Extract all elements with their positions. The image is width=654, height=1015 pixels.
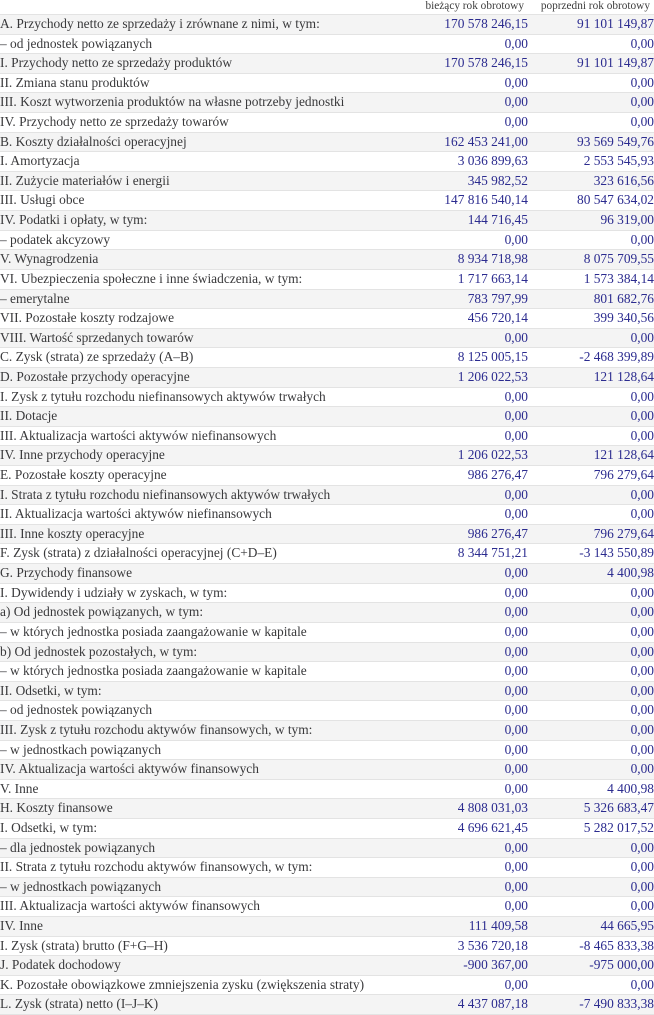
table-row — [0, 564, 654, 584]
table-row — [0, 505, 654, 525]
row-value-previous-year: 0,00 — [528, 877, 654, 897]
row-label: – w jednostkach powiązanych — [0, 877, 380, 897]
row-label: F. Zysk (strata) z działalności operacyjnej (C+D–E) — [0, 544, 380, 564]
row-label: II. Odsetki, w tym: — [0, 681, 380, 701]
row-value-current-year: 986 276,47 — [380, 524, 528, 544]
table-row — [0, 309, 654, 329]
row-value-previous-year: 8 075 709,55 — [528, 250, 654, 270]
table-row — [0, 936, 654, 956]
table-row — [0, 15, 654, 35]
row-label: – dla jednostek powiązanych — [0, 838, 380, 858]
row-value-current-year: 162 453 241,00 — [380, 132, 528, 152]
table-row — [0, 250, 654, 270]
table-row — [0, 740, 654, 760]
row-label: H. Koszty finansowe — [0, 799, 380, 819]
row-label: V. Inne — [0, 779, 380, 799]
row-value-current-year: 0,00 — [380, 505, 528, 525]
row-label: L. Zysk (strata) netto (I–J–K) — [0, 995, 380, 1015]
table-row — [0, 152, 654, 172]
row-label: I. Odsetki, w tym: — [0, 818, 380, 838]
table-row — [0, 544, 654, 564]
row-label: I. Zysk z tytułu rozchodu niefinansowych aktywów trwałych — [0, 387, 380, 407]
row-value-current-year: 0,00 — [380, 779, 528, 799]
row-value-current-year: 3 036 899,63 — [380, 152, 528, 172]
row-label: IV. Podatki i opłaty, w tym: — [0, 211, 380, 231]
table-row — [0, 524, 654, 544]
row-value-current-year: 0,00 — [380, 838, 528, 858]
row-value-current-year: 0,00 — [380, 564, 528, 584]
row-value-previous-year: 0,00 — [528, 505, 654, 525]
row-value-previous-year: 0,00 — [528, 662, 654, 682]
row-label: I. Zysk (strata) brutto (F+G–H) — [0, 936, 380, 956]
table-row — [0, 132, 654, 152]
row-value-previous-year: 796 279,64 — [528, 466, 654, 486]
row-label: – emerytalne — [0, 289, 380, 309]
row-label: I. Amortyzacja — [0, 152, 380, 172]
table-row — [0, 975, 654, 995]
row-value-current-year: 170 578 246,15 — [380, 54, 528, 74]
table-row — [0, 838, 654, 858]
row-value-previous-year: 0,00 — [528, 681, 654, 701]
row-value-current-year: 0,00 — [380, 407, 528, 427]
table-row — [0, 799, 654, 819]
table-row — [0, 54, 654, 74]
column-header-previous-year: poprzedni rok obrotowy — [540, 0, 650, 12]
row-label: VII. Pozostałe koszty rodzajowe — [0, 309, 380, 329]
row-value-current-year: 0,00 — [380, 897, 528, 917]
row-label: I. Przychody netto ze sprzedaży produktów — [0, 54, 380, 74]
row-value-current-year: 0,00 — [380, 583, 528, 603]
row-value-current-year: 0,00 — [380, 93, 528, 113]
row-value-current-year: 8 344 751,21 — [380, 544, 528, 564]
row-value-current-year: 147 816 540,14 — [380, 191, 528, 211]
row-value-previous-year: 0,00 — [528, 34, 654, 54]
row-value-previous-year: 0,00 — [528, 328, 654, 348]
table-row — [0, 995, 654, 1015]
row-value-current-year: 1 717 663,14 — [380, 269, 528, 289]
row-value-current-year: 8 125 005,15 — [380, 348, 528, 368]
row-value-current-year: 144 716,45 — [380, 211, 528, 231]
row-value-current-year: 1 206 022,53 — [380, 446, 528, 466]
row-label: – w których jednostka posiada zaangażowanie w kapitale — [0, 662, 380, 682]
row-label: IV. Inne — [0, 917, 380, 937]
row-value-previous-year: 121 128,64 — [528, 446, 654, 466]
row-label: C. Zysk (strata) ze sprzedaży (A–B) — [0, 348, 380, 368]
row-label: III. Koszt wytworzenia produktów na własne potrzeby jednostki — [0, 93, 380, 113]
row-value-previous-year: 0,00 — [528, 642, 654, 662]
row-value-current-year: 0,00 — [380, 701, 528, 721]
row-value-previous-year: 0,00 — [528, 387, 654, 407]
row-value-previous-year: 0,00 — [528, 603, 654, 623]
row-label: a) Od jednostek powiązanych, w tym: — [0, 603, 380, 623]
table-row — [0, 34, 654, 54]
row-label: IV. Aktualizacja wartości aktywów finansowych — [0, 760, 380, 780]
table-row — [0, 622, 654, 642]
row-value-current-year: 0,00 — [380, 426, 528, 446]
header-row — [0, 0, 654, 15]
row-value-previous-year: 93 569 549,76 — [528, 132, 654, 152]
row-value-current-year: 0,00 — [380, 485, 528, 505]
row-label: IV. Inne przychody operacyjne — [0, 446, 380, 466]
row-label: IV. Przychody netto ze sprzedaży towarów — [0, 113, 380, 133]
table-row — [0, 466, 654, 486]
table-row — [0, 858, 654, 878]
row-value-previous-year: 0,00 — [528, 701, 654, 721]
row-value-previous-year: 0,00 — [528, 230, 654, 250]
table-row — [0, 662, 654, 682]
row-label: VI. Ubezpieczenia społeczne i inne świadczenia, w tym: — [0, 269, 380, 289]
table-row — [0, 387, 654, 407]
row-value-current-year: 0,00 — [380, 73, 528, 93]
row-value-current-year: 0,00 — [380, 877, 528, 897]
table-row — [0, 348, 654, 368]
row-label: III. Zysk z tytułu rozchodu aktywów finansowych, w tym: — [0, 720, 380, 740]
row-value-previous-year: 801 682,76 — [528, 289, 654, 309]
table-row — [0, 73, 654, 93]
row-value-previous-year: 44 665,95 — [528, 917, 654, 937]
row-label: – od jednostek powiązanych — [0, 701, 380, 721]
row-label: I. Strata z tytułu rozchodu niefinansowych aktywów trwałych — [0, 485, 380, 505]
row-value-current-year: 0,00 — [380, 113, 528, 133]
table-row — [0, 818, 654, 838]
column-header-current-year: bieżący rok obrotowy — [425, 0, 524, 12]
table-row — [0, 407, 654, 427]
row-label: II. Strata z tytułu rozchodu aktywów finansowych, w tym: — [0, 858, 380, 878]
row-value-current-year: 4 696 621,45 — [380, 818, 528, 838]
row-value-previous-year: 0,00 — [528, 622, 654, 642]
row-label: III. Aktualizacja wartości aktywów niefinansowych — [0, 426, 380, 446]
row-value-current-year: 0,00 — [380, 642, 528, 662]
row-label: – w których jednostka posiada zaangażowanie w kapitale — [0, 622, 380, 642]
row-value-current-year: 0,00 — [380, 328, 528, 348]
table-row — [0, 877, 654, 897]
row-value-previous-year: 796 279,64 — [528, 524, 654, 544]
row-value-previous-year: 91 101 149,87 — [528, 54, 654, 74]
table-row — [0, 583, 654, 603]
row-label: VIII. Wartość sprzedanych towarów — [0, 328, 380, 348]
row-value-previous-year: 91 101 149,87 — [528, 15, 654, 35]
row-value-current-year: 0,00 — [380, 740, 528, 760]
table-row — [0, 113, 654, 133]
table-row — [0, 897, 654, 917]
row-label: A. Przychody netto ze sprzedaży i zrównane z nimi, w tym: — [0, 15, 380, 35]
row-label: – od jednostek powiązanych — [0, 34, 380, 54]
row-value-previous-year: 0,00 — [528, 760, 654, 780]
row-value-current-year: 4 437 087,18 — [380, 995, 528, 1015]
row-value-previous-year: 80 547 634,02 — [528, 191, 654, 211]
row-value-current-year: 345 982,52 — [380, 171, 528, 191]
row-label: J. Podatek dochodowy — [0, 956, 380, 976]
row-value-previous-year: 0,00 — [528, 858, 654, 878]
row-value-current-year: 0,00 — [380, 230, 528, 250]
table-row — [0, 230, 654, 250]
row-label: – w jednostkach powiązanych — [0, 740, 380, 760]
row-value-previous-year: 5 282 017,52 — [528, 818, 654, 838]
row-value-previous-year: -3 143 550,89 — [528, 544, 654, 564]
table-row — [0, 956, 654, 976]
table-row — [0, 191, 654, 211]
row-value-current-year: 0,00 — [380, 622, 528, 642]
row-value-previous-year: -7 490 833,38 — [528, 995, 654, 1015]
row-value-current-year: 0,00 — [380, 858, 528, 878]
row-label: B. Koszty działalności operacyjnej — [0, 132, 380, 152]
row-value-previous-year: 0,00 — [528, 838, 654, 858]
row-value-current-year: 0,00 — [380, 603, 528, 623]
table-row — [0, 917, 654, 937]
table-row — [0, 367, 654, 387]
row-value-previous-year: -975 000,00 — [528, 956, 654, 976]
row-value-previous-year: 96 319,00 — [528, 211, 654, 231]
table-header — [0, 0, 654, 15]
row-value-previous-year: 0,00 — [528, 93, 654, 113]
table-row — [0, 779, 654, 799]
table-body — [0, 15, 654, 1015]
table-row — [0, 760, 654, 780]
row-label: III. Usługi obce — [0, 191, 380, 211]
row-value-current-year: 0,00 — [380, 720, 528, 740]
table-row — [0, 720, 654, 740]
row-value-previous-year: 0,00 — [528, 73, 654, 93]
row-value-previous-year: 323 616,56 — [528, 171, 654, 191]
row-value-previous-year: 0,00 — [528, 740, 654, 760]
row-value-previous-year: 0,00 — [528, 485, 654, 505]
row-value-current-year: -900 367,00 — [380, 956, 528, 976]
table-row — [0, 603, 654, 623]
row-label: D. Pozostałe przychody operacyjne — [0, 367, 380, 387]
table-row — [0, 289, 654, 309]
row-label: G. Przychody finansowe — [0, 564, 380, 584]
row-label: II. Dotacje — [0, 407, 380, 427]
row-value-current-year: 0,00 — [380, 34, 528, 54]
table-row — [0, 642, 654, 662]
table-row — [0, 485, 654, 505]
row-value-previous-year: 399 340,56 — [528, 309, 654, 329]
row-value-current-year: 8 934 718,98 — [380, 250, 528, 270]
row-label: – podatek akcyzowy — [0, 230, 380, 250]
row-value-current-year: 0,00 — [380, 760, 528, 780]
table-row — [0, 269, 654, 289]
table-row — [0, 171, 654, 191]
row-value-current-year: 111 409,58 — [380, 917, 528, 937]
table-row — [0, 681, 654, 701]
row-value-previous-year: 0,00 — [528, 720, 654, 740]
row-label: b) Od jednostek pozostałych, w tym: — [0, 642, 380, 662]
row-label: K. Pozostałe obowiązkowe zmniejszenia zysku (zwiększenia straty) — [0, 975, 380, 995]
row-value-current-year: 456 720,14 — [380, 309, 528, 329]
row-label: E. Pozostałe koszty operacyjne — [0, 466, 380, 486]
row-value-previous-year: 2 553 545,93 — [528, 152, 654, 172]
row-value-previous-year: 121 128,64 — [528, 367, 654, 387]
row-value-current-year: 0,00 — [380, 662, 528, 682]
row-value-previous-year: -8 465 833,38 — [528, 936, 654, 956]
row-label: III. Inne koszty operacyjne — [0, 524, 380, 544]
row-value-previous-year: 1 573 384,14 — [528, 269, 654, 289]
row-value-current-year: 0,00 — [380, 387, 528, 407]
row-value-current-year: 986 276,47 — [380, 466, 528, 486]
row-label: II. Zmiana stanu produktów — [0, 73, 380, 93]
row-value-previous-year: 4 400,98 — [528, 779, 654, 799]
row-value-previous-year: 0,00 — [528, 583, 654, 603]
row-label: II. Zużycie materiałów i energii — [0, 171, 380, 191]
row-value-current-year: 1 206 022,53 — [380, 367, 528, 387]
table-row — [0, 211, 654, 231]
row-value-previous-year: 0,00 — [528, 897, 654, 917]
row-value-current-year: 0,00 — [380, 975, 528, 995]
row-value-current-year: 170 578 246,15 — [380, 15, 528, 35]
row-label: I. Dywidendy i udziały w zyskach, w tym: — [0, 583, 380, 603]
row-label: II. Aktualizacja wartości aktywów niefinansowych — [0, 505, 380, 525]
row-value-previous-year: -2 468 399,89 — [528, 348, 654, 368]
column-header-label — [0, 0, 380, 15]
row-value-current-year: 0,00 — [380, 681, 528, 701]
row-value-previous-year: 0,00 — [528, 113, 654, 133]
row-label: III. Aktualizacja wartości aktywów finansowych — [0, 897, 380, 917]
row-value-previous-year: 0,00 — [528, 975, 654, 995]
row-value-previous-year: 5 326 683,47 — [528, 799, 654, 819]
table-row — [0, 701, 654, 721]
row-value-current-year: 783 797,99 — [380, 289, 528, 309]
table-row — [0, 93, 654, 113]
row-value-previous-year: 0,00 — [528, 407, 654, 427]
table-row — [0, 446, 654, 466]
row-value-current-year: 3 536 720,18 — [380, 936, 528, 956]
row-value-previous-year: 0,00 — [528, 426, 654, 446]
row-label: V. Wynagrodzenia — [0, 250, 380, 270]
table-row — [0, 426, 654, 446]
row-value-previous-year: 4 400,98 — [528, 564, 654, 584]
row-value-current-year: 4 808 031,03 — [380, 799, 528, 819]
table-row — [0, 328, 654, 348]
